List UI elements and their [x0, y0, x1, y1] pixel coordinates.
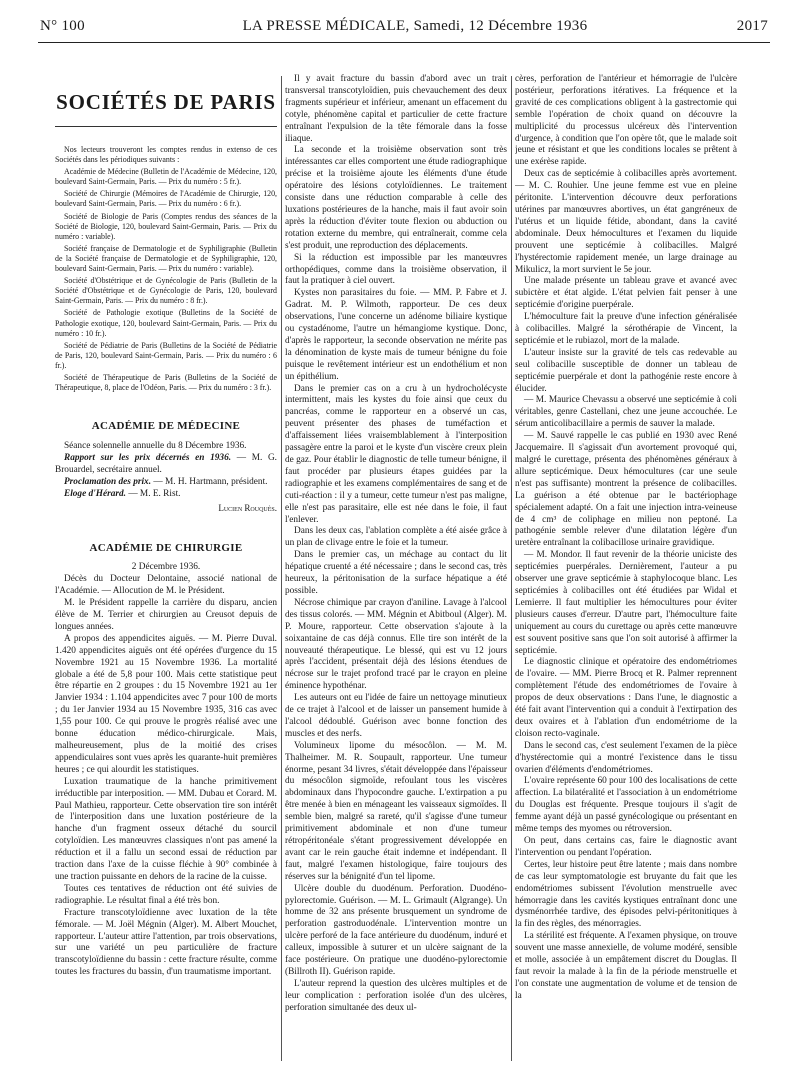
rapport-author: — M. G. Brouardel, secrétaire annuel.	[55, 452, 277, 475]
paragraph: — M. Maurice Chevassu a observé une septicémie à coli véritables, genre Castellani, chez une jeune accouchée. Le sérum anticolibacillaire a permis de sauver la malade.	[515, 395, 737, 430]
paragraph: Une malade présente un tableau grave et avancé avec subictère et état algide. L'état pelvien fait penser à une septicémie d'origine puerpérale.	[515, 276, 737, 311]
signature: Lucien Rouquès.	[218, 502, 277, 513]
paragraph: Deux cas de septicémie à colibacilles après avortement. — M. C. Rouhier. Une jeune femme est vue en pleine péritonite. L'intervention découvre deux perforations utérines par manœuvres abortives, un état gangréneux de l'utérus et un liquide fétide, abondant, dans la cavité abdominale. Deux hémocultures et l'examen du liquide prouvent une septicémie à colibacilles. Malgré l'hystérectomie rapidement menée, un large drainage au Mikulicz, la mort survient le 5e jour.	[515, 169, 737, 275]
paragraph: Certes, leur histoire peut être latente ; mais dans nombre de cas leur symptomatologie est bruyante du fait que les endométriomes subissent l'évolution menstruelle avec hémorragie dans les cavités kystiques entraînant donc une dysménorrhée tardive, des épisodes pelvi-péritonitiques à la fin des règles, des ménorragies.	[515, 859, 737, 930]
rapport-entry	[55, 453, 277, 477]
paragraph: Décès du Docteur Delontaine, associé national de l'Académie. — Allocution de M. le Président.	[55, 574, 277, 597]
column-1	[55, 74, 277, 1074]
paragraph: cères, perforation de l'antérieur et hémorragie de l'ulcère postérieur, perforations itératives. La fréquence et la gravité de ces complications obligent à la gastrectomie qui semble l'opération de choix quand on découvre la multiplicité du processus ulcéreux dès l'intervention d'urgence, à condition que l'on opère tôt, que le malade soit jeune et résistant et que les conditions locales se prêtent à une exérèse rapide.	[515, 74, 737, 168]
paragraph: Si la réduction est impossible par les manœuvres orthopédiques, comme dans la troisième observation, il faut la pratiquer à ciel ouvert.	[285, 252, 507, 287]
paragraph: M. le Président rappelle la carrière du disparu, ancien élève de M. Terrier et chirurgien au Creusot depuis de longues années.	[55, 598, 277, 632]
paragraph: Dans les deux cas, l'ablation complète a été aisée grâce à un plan de clivage entre le foie et la tumeur.	[285, 526, 507, 549]
eloge-entry	[55, 489, 277, 501]
paragraph: L'ovaire représente 60 pour 100 des localisations de cette affection. La bilatéralité et l'association à un endométriome du Douglas est fréquente. Presque toujours il s'agit de femme ayant déjà un passé gynécologique ou présentant en même temps des myomes ou rétroversion.	[515, 776, 737, 835]
academie-medecine-heading: ACADÉMIE DE MÉDECINE	[91, 420, 241, 433]
intro-item: Société de Pédiatrie de Paris (Bulletins de la Société de Pédiatrie de Paris, 120, boulevard Saint-Germain, Paris. — Prix du numéro : 6 fr.).	[55, 340, 277, 370]
page-number: 2017	[736, 18, 768, 34]
intro-lead: Nos lecteurs trouveront les comptes rendus in extenso de ces Sociétés dans les périodiques suivants :	[55, 145, 277, 165]
chirurgie-date: 2 Décembre 1936.	[131, 562, 201, 573]
paragraph: Volumineux lipome du mésocôlon. — M. M. Thalheimer. M. R. Soupault, rapporteur. Une tumeur énorme, pesant 34 livres, s'était développée dans l'épaisseur du mésocôlon sigmoïde, refoulant tous les viscères abdominaux dans l'hypocondre gauche. L'extirpation a pu être menée à bien en ménageant les vaisseaux sigmoïdes. Il semble bien, malgré sa rareté, qu'il s'agisse d'une tumeur primitivement abdominale et non d'une tumeur rétropéritonéale s'étant progressivement développée en avant car le rein gauche était indemne et indépendant. Il faut, malgré l'examen histologique, faire toujours des réserves sur la bénignité d'un tel lipome.	[285, 740, 507, 882]
paragraph: A propos des appendicites aiguës. — M. Pierre Duval. 1.420 appendicites aiguës ont été opérées d'urgence du 15 Novembre 1921 au 15 Novembre 1936. La mortalité globale a été de 5,8 pour 100. Mais cette statistique peut être répartie en 2 groupes : du 15 Novembre 1921 au 1er Janvier 1934 : 1.104 appendicites avec 7 pour 100 de morts ; du 1er Janvier 1934 au 15 Novembre 1935, 316 cas avec 1,55 pour 100. Ce qui prouve le progrès réalisé avec une bonne éducation médico-chirurgicale. Mais, malheureusement, plus de la moitié des crises appendiculaires sont vues après les quarante-huit premières heures ; ce qui alourdit les statistiques.	[55, 633, 277, 775]
proclamation-entry	[55, 477, 277, 489]
issue-number: N° 100	[40, 18, 85, 34]
paragraph: La stérilité est fréquente. A l'examen physique, on trouve souvent une masse annexielle, de volume modéré, sensible et molle, associée à un empâtement discret du Douglas. Il faut revoir la malade à la fin de la période menstruelle et l'on constate une augmentation de volume et de tension de la	[515, 931, 737, 1001]
paragraph: La seconde et la troisième observation sont très intéressantes car elles comportent une étude radiographique précise et la troisième ajoute les éléments d'une étude opératoire des lésions cotyloïdiennes. Le traitement consiste dans une réduction comparable à celle des luxations postérieures de la hanche, mais il faut avoir soin après la réduction d'éviter toute flexion ou abduction ou rotation externe du membre, qui entraînerait, comme cela s'est produit, une reproduction des déplacements.	[285, 145, 507, 251]
paragraph: Ulcère double du duodénum. Perforation. Duodéno-pylorectomie. Guérison. — M. L. Grimault (Algrange). Un homme de 32 ans présente brusquement un syndrome de perforation gastroduodénale. L'intervention montre un ulcère perforé de la face antérieure du duodénum, induré et calleux, impossible à suturer et un ulcère saignant de la face postérieure. On pratique une duodéno-pylorectomie (Billroth II). Guérison rapide.	[285, 883, 507, 977]
seance-line: Séance solennelle annuelle du 8 Décembre 1936.	[64, 441, 247, 452]
paragraph: L'auteur insiste sur la gravité de tels cas redevable au seul colibacille susceptible de donner un tableau de septicémie puerpérale et dont la pathogénie reste encore à élucider.	[515, 347, 737, 394]
header-rule	[38, 42, 770, 43]
page-header	[40, 18, 768, 40]
intro-item: Académie de Médecine (Bulletin de l'Académie de Médecine, 120, boulevard Saint-Germain, Paris. — Prix du numéro : 5 fr.).	[55, 167, 277, 187]
academie-chirurgie-heading: ACADÉMIE DE CHIRURGIE	[89, 541, 243, 554]
paragraph: Le diagnostic clinique et opératoire des endométriomes de l'ovaire. — MM. Pierre Brocq et R. Palmer reprennent complètement l'étude des endométriomes de l'ovaire à propos de deux observations : Dans l'une, le diagnostic a été fait avant l'intervention qui a conduit à l'extirpation des deux ovaires et à l'ablation d'un endométriome de la cloison recto-vaginale.	[515, 657, 737, 739]
eloge-title: Eloge d'Hérard.	[64, 488, 126, 499]
column-2	[285, 74, 507, 1074]
paragraph: On peut, dans certains cas, faire le diagnostic avant l'intervention ou pendant l'opération.	[515, 836, 737, 858]
paragraph: Dans le premier cas, un méchage au contact du lit hépatique cruenté a été nécessaire ; dans le second cas, très heureux, la péritonisation de la surface hépatique a été possible.	[285, 550, 507, 596]
intro-item: Société française de Dermatologie et de Syphiligraphie (Bulletin de la Société française de Dermatologie et de Syphiligraphie, 120, boulevard Saint-Germain, Paris. — Prix du numéro : variable).	[55, 243, 277, 274]
paragraph: Nécrose chimique par crayon d'aniline. Lavage à l'alcool des tissus colorés. — MM. Mégnin et Abitboul (Alger). M. P. Moure, rapporteur. Cette observation s'ajoute à la soixantaine de cas déjà connus. Elle tire son intérêt de la nouveauté thérapeutique. Le blessé, qui est vu 12 jours après l'accident, présentait déjà des lésions étendues de nécrose sur le trajet profond tracé par le crayon en pleine éminence hypothénar.	[285, 597, 507, 692]
paragraph: Fracture transcotyloïdienne avec luxation de la tête fémorale. — M. Joël Mégnin (Alger). M. Albert Mouchet, rapporteur. L'auteur attire l'attention, par trois observations, sur une variété un peu particulière de fracture transcotyloïdienne du bassin : cette fracture résulte, comme toutes les fractures du bassin, d'un traumatisme important.	[55, 907, 277, 978]
rapport-title: Rapport sur les prix décernés en 1936.	[64, 452, 232, 463]
paragraph: Les auteurs ont eu l'idée de faire un nettoyage minutieux de ce trajet à l'alcool et de laisser un pansement humide à l'alcool dédoublé. Guérison avec bonne fonction des muscles et des nerfs.	[285, 693, 507, 739]
intro-item: Société de Chirurgie (Mémoires de l'Académie de Chirurgie, 120, boulevard Saint-Germain, Paris. — Prix du numéro : 6 fr.).	[55, 189, 277, 209]
paragraph: Toutes ces tentatives de réduction ont été suivies de radiographie. Le résultat final a été très bon.	[55, 883, 277, 906]
paragraph: Il y avait fracture du bassin d'abord avec un trait transversal transcotyloïdien, puis chevauchement des deux fragments supérieur et inférieur, amenant un effacement du cotyle, phénomène capital et particulier de cette fracture entraînant l'expulsion de la tête fémorale dans la fosse iliaque.	[285, 74, 507, 144]
column-separator	[511, 76, 512, 1061]
paragraph: Luxation traumatique de la hanche primitivement irréductible par interposition. — MM. Dubau et Corard. M. Paul Mathieu, rapporteur. Cette observation tire son intérêt de l'interposition dans une luxation postérieure de la hanche d'un fragment osseux détaché du sourcil cotyloïdien. Les manœuvres classiques n'ont pas amené la réduction et il a fallu un second essai de réduction par traction dans l'axe de la cuisse fléchie à 90° combinée à une traction puissante en dehors de la racine de la cuisse.	[55, 776, 277, 882]
paragraph: L'auteur reprend la question des ulcères multiples et de leur complication : perforation isolée d'un des ulcères, perforation simultanée des deux ul-	[285, 978, 507, 1013]
column-3	[515, 74, 737, 1074]
intro-block	[55, 145, 277, 393]
title-rule	[55, 126, 277, 127]
paragraph: — M. Sauvé rappelle le cas publié en 1930 avec René Jacquemaire. Il s'agissait d'un avortement provoqué qui, malgré le curettage, présenta des phénomènes généraux à allure septicémique. Deux hémocultures (car une seule n'est pas suffisante) montrent la présence de colibacilles. La guérison a été obtenue par le bactériophage spécialement adapté. On a fait une injection intra-veineuse de 4 cm³ de coliphage en milieu non peptoné. La pathogénie semble relever d'une dilatation légère d'un uretère entraînant la colibacillose urinaire gravidique.	[515, 431, 737, 549]
paragraph: Dans le premier cas on a cru à un hydrocholécyste intermittent, mais les kystes du foie ainsi que ceux du pancréas, comme le rapporteur en a observé un cas, peuvent présenter des phases de tuméfaction et d'affaissement liées vraisemblablement à l'interposition passagère entre la paroi et le kyste d'un viscère creux plein de gaz. Pour établir le diagnostic de telle tumeur bénigne, il faut procéder par plusieurs étapes guidées par la radiographie et les examens complémentaires de sang et de cuti-réaction : il y a tumeur, cette tumeur n'est pas maligne, elle n'est pas parasitaire, elle est née dans le foie, il faut l'enlever.	[285, 383, 507, 525]
paragraph: — M. Mondor. Il faut revenir de la théorie uniciste des septicémies puerpérales. Dernièrement, l'auteur a pu observer une grave septicémie à staphylocoque blanc. Les septicémies à colibacilles ont été étudiées par Widal et Lemierre. Il faut multiplier les hémocultures pour éviter plusieurs causes d'erreur. D'autre part, l'hémoculture faite uniquement au cours du curettage ou après cette manœuvre est souvent positive sans que l'on soit autorisé à affirmer la septicémie.	[515, 550, 737, 656]
intro-item: Société d'Obstétrique et de Gynécologie de Paris (Bulletin de la Société d'Obstétrique et de Gynécologie de Paris, 120, boulevard Saint-Germain, Paris. — Prix du numéro : 8 fr.).	[55, 276, 277, 306]
proclamation-author: — M. H. Hartmann, président.	[153, 476, 268, 487]
intro-item: Société de Pathologie exotique (Bulletins de la Société de Pathologie exotique, 120, boulevard Saint-Germain, Paris. — Prix du numéro : 10 fr.).	[55, 308, 277, 338]
section-title: SOCIÉTÉS DE PARIS	[56, 90, 276, 114]
eloge-author: — M. E. Rist.	[128, 488, 181, 499]
paragraph: L'hémoculture fait la preuve d'une infection généralisée à colibacilles. Malgré la sérothérapie de Vincent, la septicémie et le rubiazol, mort de la malade.	[515, 312, 737, 346]
paragraph: Kystes non parasitaires du foie. — MM. P. Fabre et J. Gadrat. M. P. Wilmoth, rapporteur. De ces deux observations, l'une concerne un adénome biliaire kystique ou cystadénome, l'autre un hémangiome kystique. Donc, d'après le rapporteur, la seconde observation ne mérite pas la dénomination de kyste mais de tumeur bénigne du foie puisque le revêtement intérieur est un endothélium et non un épithélium.	[285, 288, 507, 382]
intro-item: Société de Thérapeutique de Paris (Bulletins de la Société de Thérapeutique, 8, place de l'Odéon, Paris. — Prix du numéro : 3 fr.).	[55, 372, 277, 393]
proclamation-title: Proclamation des prix.	[64, 476, 152, 487]
paragraph: Dans le second cas, c'est seulement l'examen de la pièce d'hystérectomie qui a montré l'existence dans le tissu ovarien d'éléments d'endométriomes.	[515, 740, 737, 775]
column-separator	[281, 76, 282, 1061]
journal-title: LA PRESSE MÉDICALE, Samedi, 12 Décembre 1936	[242, 18, 588, 34]
intro-item: Société de Biologie de Paris (Comptes rendus des séances de la Société de Biologie, 120, boulevard Saint-Germain, Paris. — Prix du numéro : variable).	[55, 211, 277, 241]
